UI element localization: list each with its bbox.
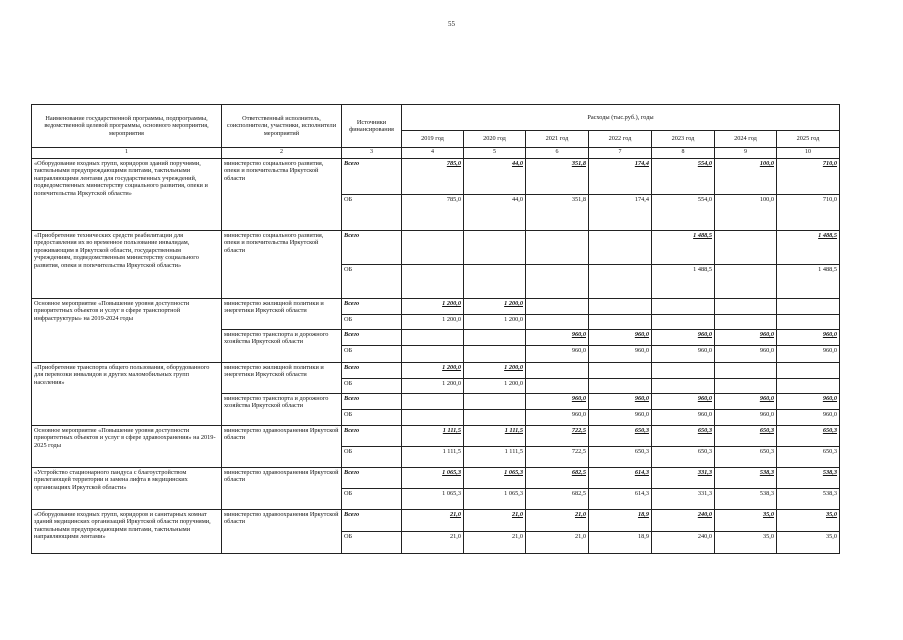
header-sources: Источники финансирования [342,105,402,148]
expense-value [777,315,840,330]
expense-value: 18,9 [589,532,652,554]
expense-value: 351,8 [526,195,589,231]
expense-value: 722,5 [526,447,589,468]
header-column-number: 3 [342,148,402,159]
header-year: 2019 год [402,131,464,148]
responsible-executor: министерство здравоохранения Иркутской области [222,426,342,468]
responsible-executor: министерство здравоохранения Иркутской области [222,468,342,510]
expense-value: 960,0 [652,410,715,426]
expense-value [526,315,589,330]
header-year: 2020 год [464,131,526,148]
expense-value: 1 488,5 [652,231,715,265]
expense-value [715,379,777,394]
expense-value: 538,3 [777,489,840,510]
expense-value [402,231,464,265]
funding-source: Всего [342,468,402,489]
funding-source: Всего [342,330,402,346]
expense-value [402,394,464,410]
expense-value: 1 200,0 [402,363,464,379]
expense-value: 240,0 [652,510,715,532]
expense-value: 682,5 [526,468,589,489]
header-column-number: 10 [777,148,840,159]
expense-value: 960,0 [589,410,652,426]
expense-value: 960,0 [777,330,840,346]
expense-value [526,231,589,265]
funding-source: ОБ [342,489,402,510]
expense-value: 1 488,5 [777,265,840,299]
header-year: 2021 год [526,131,589,148]
expense-value: 1 488,5 [652,265,715,299]
responsible-executor: министерство социального развития, опеки и попечительства Иркутской области [222,231,342,299]
measure-name: «Оборудование входных групп, коридоров зданий поручнями, тактильными предупреждающими плитами, тактильными направляющими лентами для государственных учреждений, подведомственных министерству социального развития, опеки и попечительства Иркутской области» [32,159,222,231]
expense-value: 331,3 [652,468,715,489]
expense-value: 960,0 [526,330,589,346]
expense-value: 35,0 [715,532,777,554]
header-year: 2022 год [589,131,652,148]
expense-value: 1 200,0 [402,315,464,330]
expense-value: 960,0 [715,346,777,363]
funding-source: ОБ [342,346,402,363]
responsible-executor: министерство транспорта и дорожного хозяйства Иркутской области [222,330,342,363]
measure-name: «Приобретение технических средств реабилитации для предоставления их во временное пользование инвалидам, проживающим в Иркутской области, государственным учреждениям, подведомственным министерству социального развития, опеки и попечительства Иркутской области» [32,231,222,299]
expense-value: 650,3 [777,447,840,468]
funding-source: ОБ [342,195,402,231]
expense-value: 960,0 [715,330,777,346]
expense-value: 614,3 [589,489,652,510]
measure-name: «Устройство стационарного пандуса с благоустройством прилегающей территории и замена лифта в медицинских организациях Иркутской области» [32,468,222,510]
expense-value: 21,0 [526,532,589,554]
expense-value: 44,0 [464,159,526,195]
measure-name: «Оборудование входных групп, коридоров и санитарных комнат зданий медицинских организаций Иркутской области поручнями, тактильными предупреждающими плитами, тактильными направляющими лентами» [32,510,222,554]
responsible-executor: министерство здравоохранения Иркутской области [222,510,342,554]
funding-source: Всего [342,363,402,379]
expense-value: 331,3 [652,489,715,510]
expense-value: 1 200,0 [464,315,526,330]
funding-source: ОБ [342,265,402,299]
expense-value: 710,0 [777,195,840,231]
page-number: 55 [448,20,455,28]
expense-value: 1 111,5 [402,426,464,447]
header-column-number: 9 [715,148,777,159]
expense-value [715,299,777,315]
expense-value: 100,0 [715,195,777,231]
expense-value: 1 200,0 [464,363,526,379]
measure-name: Основное мероприятие «Повышение уровня доступности приоритетных объектов и услуг в сфере транспортной инфраструктуры» на 2019-2024 годы [32,299,222,363]
table-row [32,510,840,532]
expense-value: 18,9 [589,510,652,532]
responsible-executor: министерство социального развития, опеки и попечительства Иркутской области [222,159,342,231]
expense-value [589,315,652,330]
funding-source: ОБ [342,447,402,468]
expense-value: 21,0 [464,510,526,532]
expense-value: 614,3 [589,468,652,489]
expense-value: 1 111,5 [464,426,526,447]
header-column-number: 2 [222,148,342,159]
header-column-number: 8 [652,148,715,159]
expense-value [402,346,464,363]
expense-value: 21,0 [402,532,464,554]
table-row [32,299,840,315]
expense-value: 960,0 [652,330,715,346]
expense-value: 960,0 [526,394,589,410]
measure-name: «Приобретение транспорта общего пользования, оборудованного для перевозки инвалидов и других маломобильных групп населения» [32,363,222,426]
funding-source: ОБ [342,410,402,426]
expense-value [589,231,652,265]
expense-value [652,315,715,330]
expense-value [652,379,715,394]
expense-value: 960,0 [777,394,840,410]
header-column-number: 5 [464,148,526,159]
expense-value [589,379,652,394]
expense-value: 650,3 [652,426,715,447]
table-row [32,231,840,265]
expense-value: 538,3 [715,468,777,489]
expense-value [715,315,777,330]
responsible-executor: министерство жилищной политики и энергетики Иркутской области [222,299,342,330]
expense-value [464,265,526,299]
expense-value [715,231,777,265]
expense-value: 960,0 [715,394,777,410]
table-row [32,363,840,379]
expense-value: 174,4 [589,195,652,231]
funding-source: Всего [342,231,402,265]
expense-value: 538,3 [777,468,840,489]
expense-value: 1 200,0 [464,379,526,394]
expense-value [402,410,464,426]
expense-value: 1 065,3 [464,489,526,510]
expense-value: 960,0 [526,346,589,363]
expense-value: 650,3 [652,447,715,468]
funding-source: Всего [342,394,402,410]
expense-value: 960,0 [589,394,652,410]
expense-value [526,379,589,394]
expense-value [464,346,526,363]
expense-value: 1 111,5 [402,447,464,468]
expense-value: 351,8 [526,159,589,195]
expense-value: 44,0 [464,195,526,231]
expense-value: 960,0 [589,346,652,363]
expense-value [464,394,526,410]
expense-value [464,330,526,346]
expense-value: 1 488,5 [777,231,840,265]
expense-value: 710,0 [777,159,840,195]
expense-value: 650,3 [777,426,840,447]
expense-value [777,379,840,394]
expense-value: 960,0 [589,330,652,346]
expense-value: 960,0 [652,394,715,410]
expense-value: 21,0 [464,532,526,554]
expense-value [526,299,589,315]
expense-value: 785,0 [402,195,464,231]
expense-value: 100,0 [715,159,777,195]
expense-value: 960,0 [777,410,840,426]
expense-value [464,410,526,426]
expense-value: 960,0 [715,410,777,426]
expense-value: 240,0 [652,532,715,554]
expense-value: 35,0 [777,532,840,554]
expense-value: 960,0 [777,346,840,363]
expense-value: 1 065,3 [464,468,526,489]
expense-value [715,265,777,299]
expense-value: 21,0 [526,510,589,532]
expense-value: 35,0 [777,510,840,532]
funding-source: ОБ [342,315,402,330]
expense-value: 1 065,3 [402,468,464,489]
measure-name: Основное мероприятие «Повышение уровня доступности приоритетных объектов и услуг в сфере здравоохранения» на 2019-2025 годы [32,426,222,468]
expense-value [402,330,464,346]
expense-value: 35,0 [715,510,777,532]
responsible-executor: министерство жилищной политики и энергетики Иркутской области [222,363,342,394]
expense-value [652,363,715,379]
expense-value: 650,3 [589,447,652,468]
expense-value: 1 200,0 [464,299,526,315]
expense-value [526,265,589,299]
expense-value [402,265,464,299]
expense-value [589,265,652,299]
expense-value: 21,0 [402,510,464,532]
header-column-number: 7 [589,148,652,159]
expense-value: 554,0 [652,159,715,195]
funding-source: Всего [342,426,402,447]
expense-value [777,299,840,315]
funding-source: ОБ [342,532,402,554]
expense-value: 554,0 [652,195,715,231]
funding-source: Всего [342,159,402,195]
expense-value: 1 111,5 [464,447,526,468]
funding-source: Всего [342,510,402,532]
expense-value [589,299,652,315]
expense-value: 722,5 [526,426,589,447]
expense-value [715,363,777,379]
header-year: 2023 год [652,131,715,148]
expense-value: 1 200,0 [402,379,464,394]
funding-source: ОБ [342,379,402,394]
header-column-number: 4 [402,148,464,159]
header-column-number: 1 [32,148,222,159]
expense-value: 960,0 [526,410,589,426]
header-expenses: Расходы (тыс.руб.), годы [402,105,840,131]
funding-source: Всего [342,299,402,315]
expense-value [589,363,652,379]
expense-value: 174,4 [589,159,652,195]
budget-table [31,104,840,554]
header-year: 2025 год [777,131,840,148]
expense-value: 1 065,3 [402,489,464,510]
expense-value: 538,3 [715,489,777,510]
expense-value: 682,5 [526,489,589,510]
header-responsible: Ответственный исполнитель, соисполнители, участники, исполнители мероприятий [222,105,342,148]
header-column-number: 6 [526,148,589,159]
expense-value [777,363,840,379]
expense-value [464,231,526,265]
table-row [32,468,840,489]
expense-value: 785,0 [402,159,464,195]
expense-value: 960,0 [652,346,715,363]
expense-value [526,363,589,379]
header-name: Наименование государственной программы, подпрограммы, ведомственной целевой программы, основного мероприятия, мероприятия [32,105,222,148]
table-row [32,426,840,447]
expense-value [652,299,715,315]
responsible-executor: министерство транспорта и дорожного хозяйства Иркутской области [222,394,342,426]
table-row [32,159,840,195]
expense-value: 1 200,0 [402,299,464,315]
header-year: 2024 год [715,131,777,148]
expense-value: 650,3 [589,426,652,447]
expense-value: 650,3 [715,447,777,468]
expense-value: 650,3 [715,426,777,447]
